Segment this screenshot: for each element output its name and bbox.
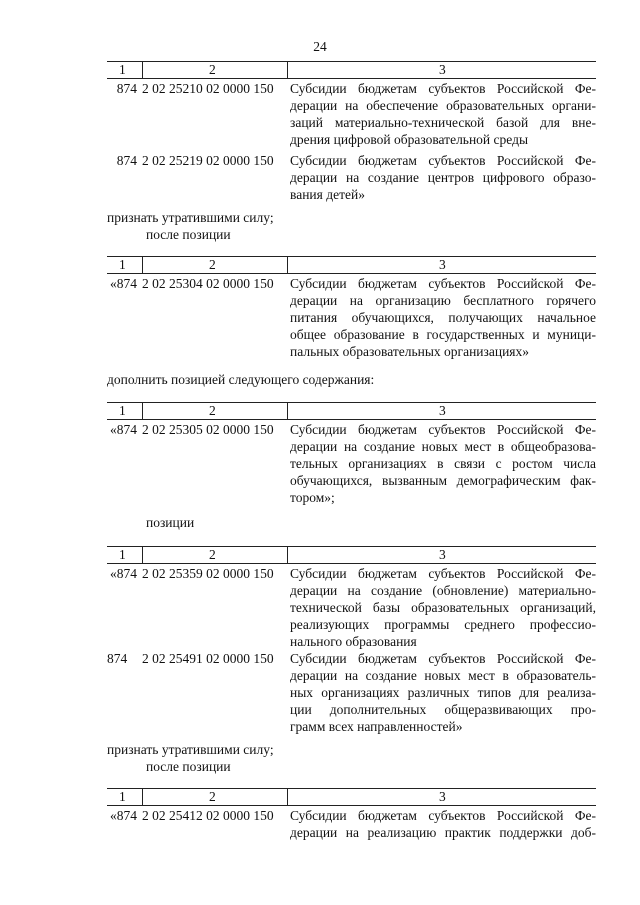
header-col-3: 3 (439, 62, 446, 77)
table-header (107, 546, 596, 564)
text-line: ции дополнительных общеразвивающих про- (290, 702, 596, 717)
row-num: 874 (116, 153, 137, 168)
row-num: «874 (110, 276, 137, 291)
header-col-2: 2 (209, 257, 216, 272)
text-line: Субсидии бюджетам субъектов Российской Фе- (290, 276, 596, 291)
table-1 (107, 61, 596, 203)
paragraph: признать утратившими силу; (107, 742, 274, 757)
row-code: 2 02 25491 02 0000 150 (142, 651, 274, 666)
header-col-1: 1 (119, 547, 126, 562)
table-2 (107, 256, 596, 360)
text-line: ных организациях различных типов для реализа- (290, 685, 596, 700)
row-text (290, 80, 596, 148)
row-text (290, 650, 596, 735)
text-line: дерации на обеспечение образовательных органи- (290, 98, 596, 113)
row-num: 874 (107, 651, 128, 666)
paragraph: после позиции (146, 759, 231, 774)
text-line: дерации на организацию бесплатного горячего (290, 293, 596, 308)
table-header (107, 256, 596, 274)
text-line: дерации на создание (обновление) материально- (290, 583, 596, 598)
row-code: 2 02 25210 02 0000 150 (142, 81, 274, 96)
header-col-1: 1 (119, 403, 126, 418)
table-5 (107, 788, 596, 841)
header-col-2: 2 (209, 403, 216, 418)
table-row (107, 80, 596, 148)
paragraph: позиции (146, 515, 195, 530)
page-number: 24 (313, 39, 327, 54)
row-code: 2 02 25304 02 0000 150 (142, 276, 274, 291)
header-col-1: 1 (119, 789, 126, 804)
row-text (290, 565, 596, 650)
text-line: дерации на создание новых мест в общеобразова- (290, 439, 596, 454)
text-line: Субсидии бюджетам субъектов Российской Фе- (290, 651, 596, 666)
header-col-1: 1 (119, 62, 126, 77)
text-line: питания обучающихся, получающих начальное (290, 310, 596, 325)
row-code: 2 02 25219 02 0000 150 (142, 153, 274, 168)
header-col-3: 3 (439, 547, 446, 562)
row-num: 874 (116, 81, 137, 96)
table-header (107, 402, 596, 420)
text-line: дрения цифровой образовательной среды (290, 132, 529, 147)
row-num: «874 (110, 808, 137, 823)
text-line: дерации на создание центров цифрового образо- (290, 170, 596, 185)
header-col-3: 3 (439, 257, 446, 272)
text-line: Субсидии бюджетам субъектов Российской Фе- (290, 566, 596, 581)
text-line: общее образование в государственных и муници- (290, 327, 596, 342)
header-col-2: 2 (209, 789, 216, 804)
text-line: тором»; (290, 490, 335, 505)
row-text (290, 275, 596, 360)
text-line: Субсидии бюджетам субъектов Российской Фе- (290, 422, 596, 437)
row-code: 2 02 25412 02 0000 150 (142, 808, 274, 823)
table-4 (107, 546, 596, 735)
text-line: реализующих программы среднего профессио- (290, 617, 596, 632)
text-line: грамм всех направленностей» (290, 719, 463, 734)
table-header (107, 61, 596, 79)
table-row (107, 650, 596, 735)
table-row (107, 807, 596, 841)
text-line: тельных организациях в связи с ростом числа (290, 456, 596, 471)
table-row (107, 275, 596, 360)
text-line: заций материально-технической базой для вне- (290, 115, 596, 130)
row-code: 2 02 25359 02 0000 150 (142, 566, 274, 581)
text-line: Субсидии бюджетам субъектов Российской Фе- (290, 153, 596, 168)
text-line: технической базы образовательных организаций, (290, 600, 596, 615)
table-row (107, 152, 596, 203)
paragraph: дополнить позицией следующего содержания: (107, 372, 375, 387)
row-code: 2 02 25305 02 0000 150 (142, 422, 274, 437)
row-text (290, 807, 596, 841)
row-num: «874 (110, 422, 137, 437)
header-col-3: 3 (439, 403, 446, 418)
header-col-2: 2 (209, 547, 216, 562)
text-line: нального образования (290, 634, 417, 649)
header-col-1: 1 (119, 257, 126, 272)
paragraph: после позиции (146, 227, 231, 242)
text-line: дерации на реализацию практик поддержки доб- (290, 825, 596, 840)
table-row (107, 421, 596, 506)
table-3 (107, 402, 596, 506)
table-row (107, 565, 596, 650)
text-line: дерации на создание новых мест в образователь- (290, 668, 596, 683)
text-line: пальных образовательных организациях» (290, 344, 530, 359)
header-col-2: 2 (209, 62, 216, 77)
text-line: вания детей» (290, 187, 365, 202)
text-line: Субсидии бюджетам субъектов Российской Фе- (290, 81, 596, 96)
text-line: Субсидии бюджетам субъектов Российской Фе- (290, 808, 596, 823)
header-col-3: 3 (439, 789, 446, 804)
text-line: обучающихся, вызванным демографическим фак- (290, 473, 596, 488)
row-num: «874 (110, 566, 137, 581)
table-header (107, 788, 596, 806)
row-text (290, 152, 596, 203)
paragraph: признать утратившими силу; (107, 210, 274, 225)
row-text (290, 421, 596, 506)
